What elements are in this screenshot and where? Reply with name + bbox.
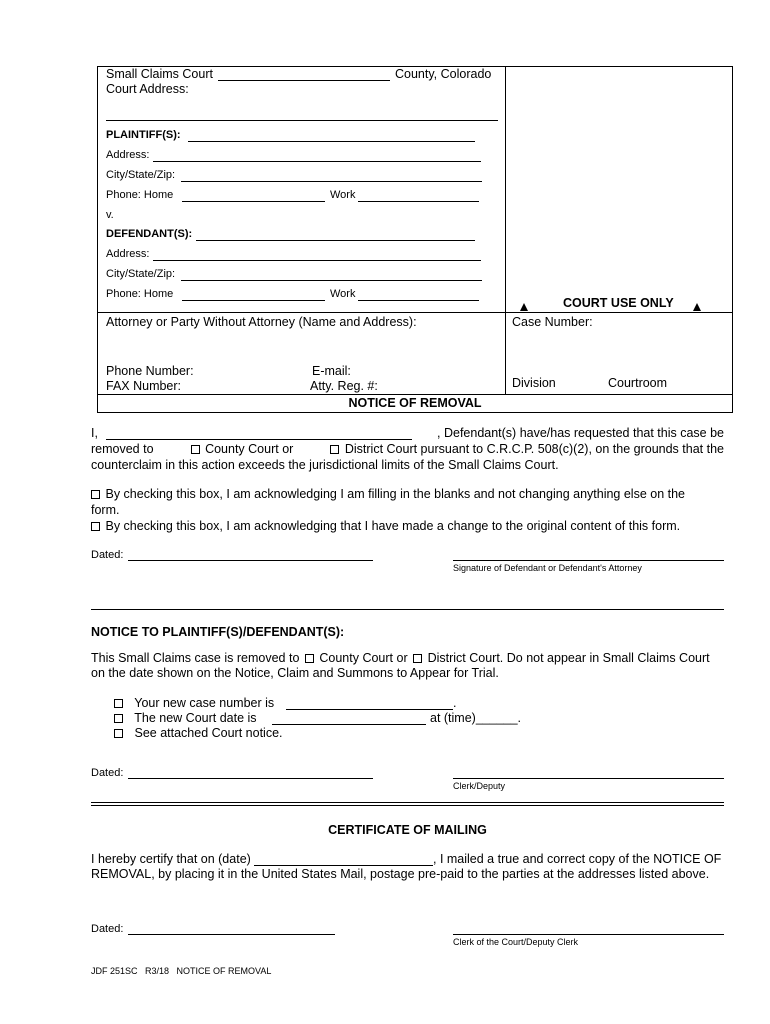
removal-line2 [91, 442, 724, 456]
certificate-heading: CERTIFICATE OF MAILING [328, 823, 487, 837]
mailing-date-field[interactable] [254, 865, 433, 866]
court-name-label: Small Claims Court [106, 67, 213, 81]
ack1-checkbox[interactable] [91, 490, 100, 499]
ack2-checkbox[interactable] [91, 522, 100, 531]
attached-notice-checkbox[interactable] [114, 729, 123, 738]
plaintiff-label: PLAINTIFF(S): [106, 129, 181, 141]
notice-line1 [91, 651, 710, 665]
attached-notice-text: See attached Court notice. [134, 726, 283, 740]
versus-label: v. [106, 209, 114, 221]
atty-reg-label: Atty. Reg. #: [310, 379, 378, 393]
phone-number-label: Phone Number: [106, 364, 194, 378]
attorney-section-top [97, 312, 733, 313]
notice-item-court-date [114, 711, 257, 725]
county-court-option [189, 442, 294, 456]
notice-line2: on the date shown on the Notice, Claim and Summons to Appear for Trial. [91, 666, 499, 680]
division-label: Division [512, 376, 556, 390]
form-id-footer: JDF 251SC R3/18 NOTICE OF REMOVAL [91, 966, 272, 976]
plaintiff-phone-work-field[interactable] [358, 201, 479, 202]
title-row-top [97, 394, 733, 395]
removal-line1-suffix: , Defendant(s) have/has requested that this case be [437, 426, 724, 440]
district-court-option [328, 442, 724, 456]
notice-district-checkbox[interactable] [413, 654, 422, 663]
court-address-label: Court Address: [106, 82, 189, 96]
defendant-city-label: City/State/Zip: [106, 268, 176, 280]
court-time-label: at (time)______. [430, 711, 522, 725]
district-court-checkbox[interactable] [330, 445, 339, 454]
up-arrow-icon [693, 298, 701, 316]
ack1 [91, 487, 724, 501]
defendant-city-field[interactable] [181, 280, 482, 281]
attorney-label: Attorney or Party Without Attorney (Name and Address): [106, 315, 417, 329]
ack2 [91, 519, 680, 533]
form-title: NOTICE OF REMOVAL [348, 396, 482, 410]
plaintiff-phone-work-label: Work [330, 189, 356, 201]
removed-to-label: removed to [91, 442, 154, 456]
court-address-field[interactable] [106, 120, 498, 121]
removal-line3: counterclaim in this action exceeds the jurisdictional limits of the Small Claims Court. [91, 458, 559, 472]
plaintiff-phone-home-label: Phone: Home [106, 189, 174, 201]
defendant-phone-work-label: Work [330, 288, 356, 300]
ack1-text: By checking this box, I am acknowledging I am filling in the blanks and not changing anything else on the [105, 487, 686, 501]
notice-dated-label: Dated: [91, 767, 124, 779]
defendant-address-label: Address: [106, 248, 150, 260]
plaintiff-city-label: City/State/Zip: [106, 169, 176, 181]
double-divider-top [91, 802, 724, 803]
clerk-signature-field[interactable] [453, 778, 724, 779]
section-divider [91, 609, 724, 610]
case-number-label: Case Number: [512, 315, 593, 329]
defendant-label: DEFENDANT(S): [106, 228, 193, 240]
removal-dated-field[interactable] [128, 560, 373, 561]
notice-district-label: District Court. Do not appear in Small Claims Court [427, 651, 710, 665]
county-court-label: County Court or [205, 442, 294, 456]
up-arrow-icon [520, 298, 528, 316]
notice-dated-field[interactable] [128, 778, 373, 779]
defendant-signature-field[interactable] [453, 560, 724, 561]
plaintiff-phone-home-field[interactable] [182, 201, 325, 202]
defendant-address-field[interactable] [153, 260, 481, 261]
court-use-only-label: COURT USE ONLY [563, 296, 674, 310]
certificate-clerk-signature-field[interactable] [453, 934, 724, 935]
county-field[interactable] [218, 80, 390, 81]
notice-heading: NOTICE TO PLAINTIFF(S)/DEFENDANT(S): [91, 625, 345, 639]
plaintiff-address-label: Address: [106, 149, 150, 161]
county-colorado-label: County, Colorado [395, 67, 492, 81]
defendant-name-field[interactable] [106, 439, 412, 440]
new-case-number-field[interactable] [286, 709, 453, 710]
district-court-label: District Court pursuant to C.R.C.P. 508(c)(2), on the grounds that the [344, 442, 724, 456]
plaintiff-city-field[interactable] [181, 181, 482, 182]
county-court-checkbox[interactable] [191, 445, 200, 454]
ack1-continued: form. [91, 503, 120, 517]
certificate-line2: REMOVAL, by placing it in the United States Mail, postage pre-paid to the parties at the addresses listed above. [91, 867, 710, 881]
removal-i-label: I, [91, 426, 98, 440]
court-date-text: The new Court date is [134, 711, 257, 725]
email-label: E-mail: [312, 364, 351, 378]
certificate-dated-field[interactable] [128, 934, 335, 935]
case-number-text: Your new case number is [134, 696, 275, 710]
notice-county-label: County Court or [319, 651, 408, 665]
plaintiff-address-field[interactable] [153, 161, 481, 162]
notice-item-attached [114, 726, 283, 740]
notice-item-case-number [114, 696, 274, 710]
courtroom-label: Courtroom [608, 376, 668, 390]
defendant-phone-home-field[interactable] [182, 300, 325, 301]
defendant-phone-home-label: Phone: Home [106, 288, 174, 300]
certificate-dated-label: Dated: [91, 923, 124, 935]
caption-divider [505, 66, 506, 394]
new-court-date-field[interactable] [272, 724, 426, 725]
certificate-clerk-caption: Clerk of the Court/Deputy Clerk [453, 937, 579, 947]
clerk-caption: Clerk/Deputy [453, 781, 506, 791]
notice-county-checkbox[interactable] [305, 654, 314, 663]
removal-dated-label: Dated: [91, 549, 124, 561]
defendant-phone-work-field[interactable] [358, 300, 479, 301]
certificate-line1-prefix: I hereby certify that on (date) [91, 852, 251, 866]
double-divider-bottom [91, 805, 724, 806]
ack2-text: By checking this box, I am acknowledging that I have made a change to the original content of this form. [105, 519, 681, 533]
court-date-checkbox[interactable] [114, 714, 123, 723]
certificate-line1-suffix: , I mailed a true and correct copy of the NOTICE OF [433, 852, 722, 866]
defendant-field[interactable] [196, 240, 475, 241]
fax-label: FAX Number: [106, 379, 182, 393]
defendant-signature-caption: Signature of Defendant or Defendant's Attorney [453, 563, 642, 573]
plaintiff-field[interactable] [188, 141, 475, 142]
notice-line1-text: This Small Claims case is removed to [91, 651, 300, 665]
case-number-period: . [453, 696, 457, 710]
case-number-checkbox[interactable] [114, 699, 123, 708]
